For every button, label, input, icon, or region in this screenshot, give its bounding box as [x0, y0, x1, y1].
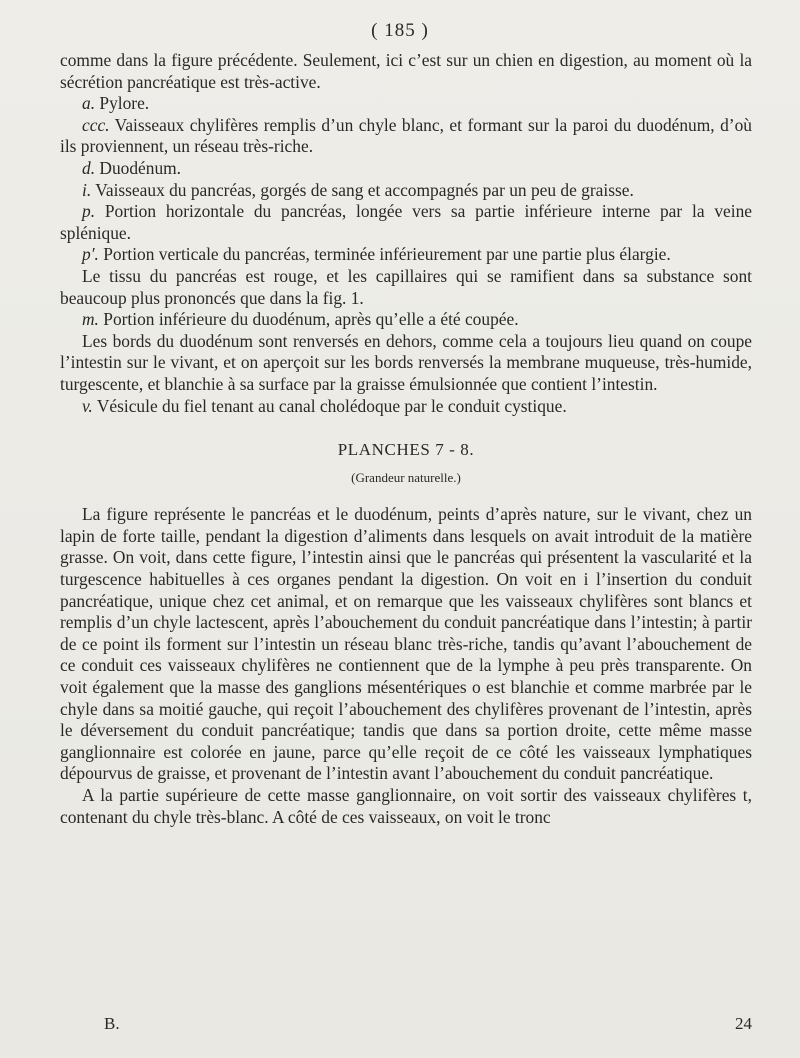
legend-text: Pylore.	[95, 93, 150, 114]
legend-label: v.	[82, 395, 93, 416]
legend-label: m.	[82, 309, 99, 330]
page-number: ( 185 )	[371, 20, 429, 41]
legend-entry	[60, 93, 752, 115]
legend-label: p′.	[82, 244, 99, 265]
body-paragraph: Le tissu du pancréas est rouge, et les capillaires qui se ramifient dans sa substance sont beaucoup plus prononcés que dans la fig. 1.	[60, 265, 752, 308]
legend-label: i.	[82, 179, 92, 200]
legend-text: Portion verticale du pancréas, terminée inférieurement par une partie plus élargie.	[98, 244, 671, 265]
legend-entry	[60, 115, 752, 158]
body-paragraph: Les bords du duodénum sont renversés en dehors, comme cela a toujours lieu quand on coupe l’intestin sur le vivant, et on aperçoit sur les bords renversés la membrane muqueuse, très-humide, turgescente, et blanchie à sa surface par la graisse émulsionnée que contient l’intestin.	[60, 330, 752, 394]
body-paragraph: comme dans la figure précédente. Seulement, ici c’est sur un chien en digestion, au moment où la sécrétion pancréatique est très-active.	[60, 50, 752, 92]
legend-label: ccc.	[82, 114, 110, 135]
legend-entry	[60, 180, 752, 202]
legend-text: Vaisseaux du pancréas, gorgés de sang et accompagnés par un peu de graisse.	[91, 179, 634, 200]
section-subheading: (Grandeur naturelle.)	[351, 469, 461, 485]
legend-text: Vésicule du fiel tenant au canal cholédoque par le conduit cystique.	[92, 395, 567, 416]
legend-entry	[60, 396, 752, 418]
signature-number: 24	[735, 1014, 752, 1033]
legend-label: p.	[82, 201, 96, 222]
legend-label: d.	[82, 157, 96, 178]
legend-entry	[60, 244, 752, 266]
section-paragraph-2: A la partie supérieure de cette masse ganglionnaire, on voit sortir des vaisseaux chylifères t, contenant du chyle très-blanc. A côté de ces vaisseaux, on voit le tronc	[60, 785, 752, 827]
legend-text: Portion inférieure du duodénum, après qu’elle a été coupée.	[98, 309, 519, 330]
section-paragraph-1: La figure représente le pancréas et le duodénum, peints d’après nature, sur le vivant, chez un lapin de forte taille, pendant la digestion d’aliments dans lesquels on avait introduit de la matière grasse. On voit, dans cette figure, l’intestin ainsi que le pancréas qui présentent la vascularité et la turgescence habituelles à ces organes pendant la digestion. On voit en i l’insertion du conduit pancréatique, unique chez cet animal, et on remarque que les vaisseaux chylifères sont blancs et remplis d’un chyle lactescent, après l’abouchement du conduit pancréatique dans l’intestin; à partir de ce point ils forment sur l’intestin un réseau blanc très-riche, tandis qu’avant l’abouchement de ce conduit ces vaisseaux chylifères ne contiennent que de la lymphe à peu près transparente. On voit également que la masse des ganglions mésentériques o est blanchie et comme marbrée par le chyle dans sa moitié gauche, qui reçoit l’abouchement des chylifères provenant de l’intestin, après le déversement du conduit pancréatique; tandis que dans sa portion droite, cette même masse ganglionnaire est colorée en jaune, parce qu’elle reçoit de ce côté les vaisseaux lymphatiques dépourvus de graisse, et provenant de l’intestin avant l’abouchement du conduit pancréatique.	[60, 504, 752, 784]
legend-text: Duodénum.	[95, 157, 182, 178]
legend-block	[60, 50, 752, 417]
legend-entry	[60, 201, 752, 244]
legend-text: Portion horizontale du pancréas, longée vers sa partie inférieure interne par la veine splénique.	[60, 201, 752, 243]
legend-text: Vaisseaux chylifères remplis d’un chyle blanc, et formant sur la paroi du duodénum, d’où ils proviennent, un réseau très-riche.	[60, 114, 752, 157]
signature-mark: B.	[104, 1014, 120, 1033]
legend-entry	[60, 309, 752, 331]
page-content	[60, 50, 752, 828]
legend-label: a.	[82, 93, 96, 114]
section-heading: PLANCHES 7 - 8.	[337, 440, 475, 460]
legend-entry	[60, 158, 752, 180]
